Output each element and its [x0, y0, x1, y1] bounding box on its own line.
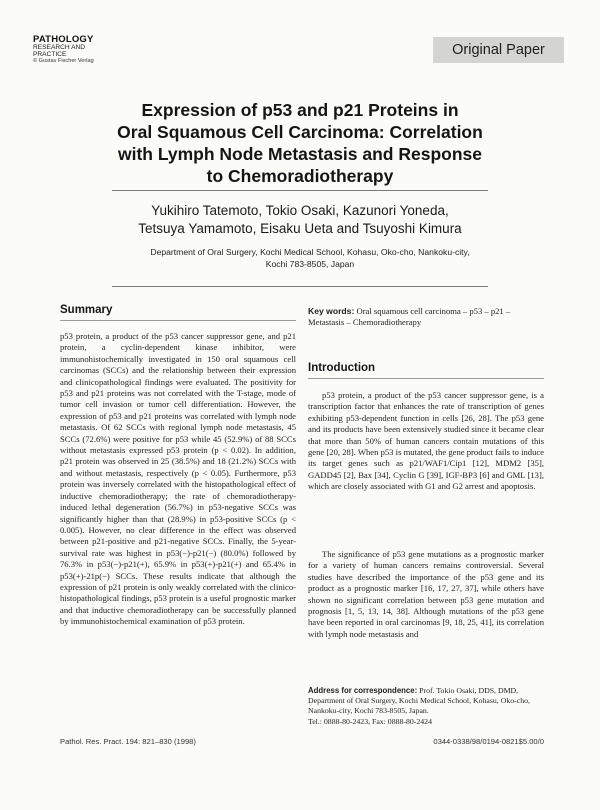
affiliation-line-1: Department of Oral Surgery, Kochi Medical School, Kohasu, Oko-cho, Nankoku-city,: [150, 247, 470, 257]
introduction-paragraph-2: The significance of p53 gene mutations as a prognostic marker for a variety of human cancers remains controversial. Several studies have described the importance of the p53 gene and its product as a prognostic marker [16, 17, 27, 37], while others have shown no significant correlation between p53 gene mutation and prognosis [1, 5, 13, 14, 38]. Although mutations of the p53 gene have been reported in oral carcinomas [9, 18, 25, 41], its correlation with lymph node metastasis and: [308, 549, 544, 639]
summary-heading: Summary: [60, 304, 113, 316]
keywords-text: Oral squamous cell carcinoma – p53 – p21 – Metastasis – Chemoradiotherapy: [308, 306, 511, 328]
header-divider: [112, 286, 488, 287]
article-title: [90, 99, 510, 187]
author-list: [60, 202, 540, 237]
journal-masthead: [33, 35, 94, 65]
authors-line-2: Tetsuya Yamamoto, Eisaku Ueta and Tsuyoshi Kimura: [138, 220, 462, 236]
title-line-1: Expression of p53 and p21 Proteins in: [141, 100, 459, 120]
correspondence-text: Prof. Tokio Osaki, DDS, DMD, Department of Oral Surgery, Kochi Medical School, Kohasu, Oko-cho, Nankoku-city, Kochi 783-8505, Japan.: [308, 686, 530, 716]
affiliation: [80, 247, 540, 270]
introduction-heading: Introduction: [308, 362, 376, 374]
summary-text: p53 protein, a product of the p53 cancer suppressor gene, and p21 protein, a cyclin-dependent kinase inhibitor, were immunohistochemically investigated in 150 oral squamous cell carcinomas (SCCs) and the relationship between their expression and clinicopathological findings were evaluated. The positivity for p53 and p21 proteins was not correlated with the T-stage, mode of tumor cell invasion or tumor cell differentiation. However, the expression of p53 and p21 proteins was correlated with lymph node metastasis. Of 62 SCCs with regional lymph node metastasis, 45 SCCs (72.6%) were positive for p53 while 45 (52.9%) of 88 SCCs without metastasis expressed p53 protein (p < 0.02). In addition, p21 protein was observed in 25 (38.5%) and 18 (21.2%) SCCs with and without metastasis, respectively (p < 0.05). Furthermore, p53 protein was inversely correlated with the histopathological effect of inductive chemoradiotherapy; the rate of chemoradiotherapy-induced lethal degeneration (56.7%) in p53-negative SCCs was significantly higher than that (28.9%) in p53-positive SCCs (p < 0.005). However, no clear difference in the effect was observed between p21-positive and p21-negative SCCs. Finally, the 5-year-survival rate was highest in p53(−)-p21(−) (80.0%) followed by 76.3% in p53(−)-p21(+), 65.9% in p53(+)-p21(+) and 65.4% in p53(+)-21p(−) SCCs. These results indicate that although the expression of p21 protein is only weakly correlated with the clinico-histopathological findings, p53 protein is a useful prognostic marker and that inductive chemoradiotherapy can be successfully planned by immunohistochemical examination of p53 protein.: [60, 331, 296, 627]
correspondence-label: Address for correspondence:: [308, 686, 418, 695]
journal-citation: Pathol. Res. Pract. 194: 821–830 (1998): [60, 737, 196, 746]
title-line-3: with Lymph Node Metastasis and Response: [117, 144, 482, 164]
copyright-code: 0344-0338/98/0194-0821$5.00/0: [433, 737, 544, 746]
title-divider: [112, 190, 488, 191]
introduction-paragraph-1: p53 protein, a product of the p53 cancer suppressor gene, is a transcription factor that enhances the rate of transcription of genes exhibiting p53-dependent function in cells [26, 28]. The p53 gene and its products have been extensively studied since it became clear that more than 50% of human cancers contain mutations of this gene [20, 28]. When p53 is mutated, the gene product fails to induce its target genes such as p21/WAF1/Cip1 [12], MDM2 [35], GADD45 [2], Bax [34], Cyclin G [39], IGF-BP3 [6] and GML [13], which are closely associated with G1 and G2 arrest and apoptosis.: [308, 390, 544, 492]
title-line-2: Oral Squamous Cell Carcinoma: Correlation: [117, 122, 483, 142]
journal-name: PATHOLOGY: [33, 34, 94, 45]
title-line-4: to Chemoradiotherapy: [206, 166, 394, 186]
journal-name-line2: RESEARCH AND: [33, 43, 86, 51]
publisher: © Gustav Fischer Verlag: [33, 57, 94, 64]
introduction-heading-rule: [308, 378, 544, 379]
keywords-label: Key words:: [308, 306, 355, 316]
affiliation-line-2: Kochi 783-8505, Japan: [265, 258, 355, 269]
journal-name-line3: PRACTICE: [33, 50, 67, 58]
summary-heading-rule: [60, 320, 296, 321]
correspondence-address: [308, 686, 544, 727]
keywords: [308, 306, 544, 329]
article-type-badge: Original Paper: [433, 37, 564, 63]
correspondence-tel: Tel.: 0888-80-2423, Fax: 0888-80-2424: [308, 716, 432, 726]
authors-line-1: Yukihiro Tatemoto, Tokio Osaki, Kazunori Yoneda,: [151, 203, 449, 218]
